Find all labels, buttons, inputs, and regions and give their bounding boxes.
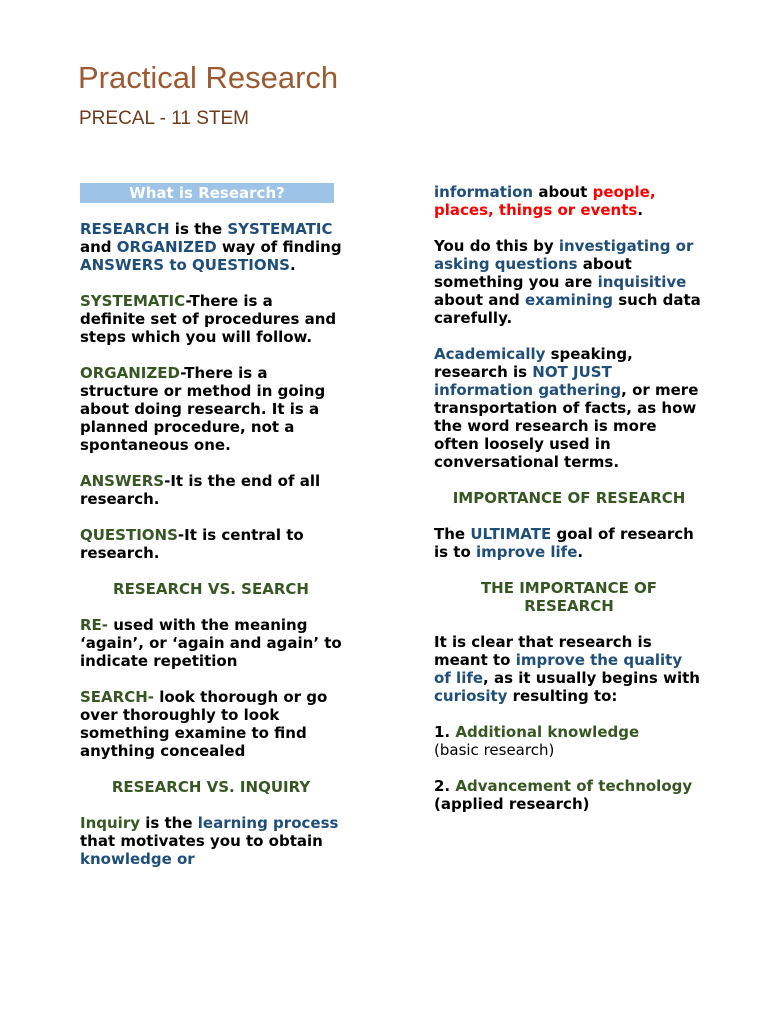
academically-paragraph: Academically speaking, research is NOT JUST information gathering, or mere transportation of facts, as how the word research is more often loosely used in conversational terms.	[434, 345, 699, 471]
questions-definition: QUESTIONS-It is central to research.	[80, 526, 304, 562]
heading-research-vs-search: RESEARCH VS. SEARCH	[113, 580, 309, 598]
inquiry-definition: Inquiry is the learning process that motivates you to obtain knowledge or	[80, 814, 339, 868]
investigating-paragraph: You do this by investigating or asking questions about something you are inquisitive about and examining such data carefully.	[434, 237, 701, 327]
right-column	[434, 183, 704, 831]
document-subtitle: PRECAL - 11 STEM	[79, 108, 249, 129]
section-heading-box: What is Research?	[80, 183, 334, 203]
left-column	[80, 183, 342, 886]
heading-research-vs-inquiry: RESEARCH VS. INQUIRY	[111, 778, 311, 796]
list-item-additional-knowledge: 1. Additional knowledge (basic research)	[434, 723, 640, 759]
quality-of-life-paragraph: It is clear that research is meant to improve the quality of life, as it usually begins with curiosity resulting to:	[434, 633, 700, 705]
list-item-advancement-of-technology: 2. Advancement of technology (applied research)	[434, 777, 693, 813]
research-definition: RESEARCH is the SYSTEMATIC and ORGANIZED way of finding ANSWERS to QUESTIONS.	[80, 220, 342, 274]
ultimate-goal-paragraph: The ULTIMATE goal of research is to improve life.	[434, 525, 694, 561]
answers-definition: ANSWERS-It is the end of all research.	[80, 472, 321, 508]
heading-importance-of-research: IMPORTANCE OF RESEARCH	[452, 489, 686, 507]
search-definition: SEARCH- look thorough or go over thoroughly to look something examine to find anything concealed	[80, 688, 328, 760]
document-title: Practical Research	[78, 60, 339, 95]
organized-definition: ORGANIZED-There is a structure or method in going about doing research. It is a planned procedure, not a spontaneous one.	[80, 364, 326, 454]
systematic-definition: SYSTEMATIC-There is a definite set of procedures and steps which you will follow.	[80, 292, 337, 346]
re-definition: RE- used with the meaning ‘again’, or ‘again and again’ to indicate repetition	[80, 616, 342, 670]
inquiry-continued: information about people, places, things or events.	[434, 183, 656, 219]
heading-the-importance-of-research: THE IMPORTANCE OF RESEARCH	[480, 579, 658, 615]
